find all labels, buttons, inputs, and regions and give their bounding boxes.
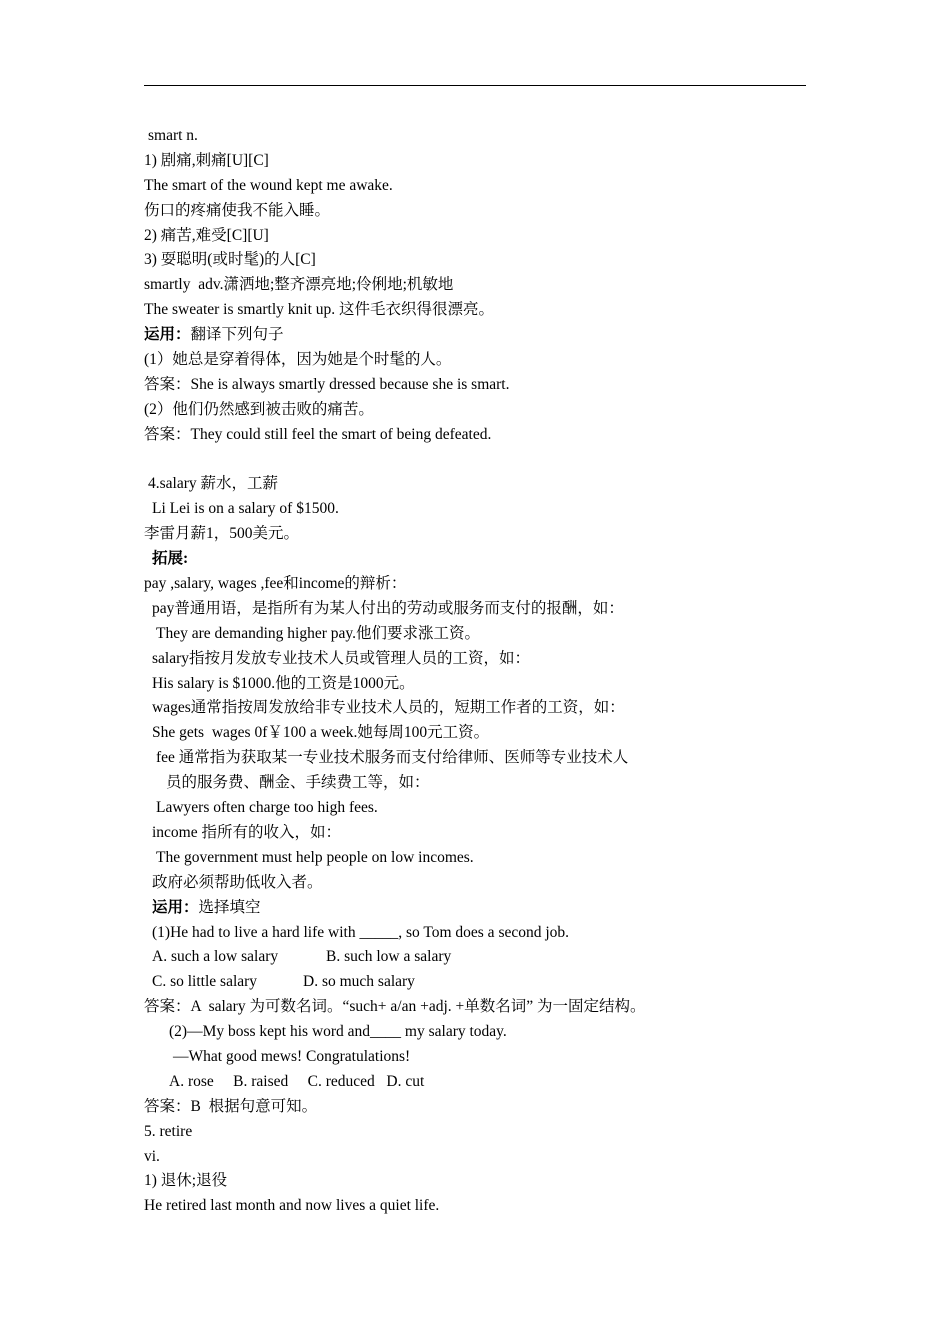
entry-headword-smart: smart n. <box>148 127 198 144</box>
exercise-question: (2)—My boss kept his word and____ my salary today. <box>169 1023 507 1041</box>
example-sentence: The sweater is smartly knit up. 这件毛衣织得很漂亮。 <box>144 301 494 319</box>
example-sentence: The government must help people on low incomes. <box>156 848 474 866</box>
comparison-salary: salary指按月发放专业技术人员或管理人员的工资，如： <box>152 649 531 667</box>
sense-2: 2) 痛苦,难受[C][U] <box>144 226 269 244</box>
example-sentence: He retired last month and now lives a quiet life. <box>144 1197 440 1215</box>
exercise-instruction: 选择填空 <box>198 898 261 916</box>
example-translation: 伤口的疼痛使我不能入睡。 <box>144 201 331 219</box>
option-row: A. rose B. raised C. reduced D. cut <box>169 1072 425 1090</box>
option-b: B. such low a salary <box>326 948 452 966</box>
sense-1: 1) 退休;退役 <box>144 1172 228 1190</box>
example-sentence: They are demanding higher pay.他们要求涨工资。 <box>156 624 480 642</box>
exercise-instruction: 翻译下列句子 <box>190 326 284 344</box>
header-rule <box>144 85 806 86</box>
example-sentence: His salary is $1000.他的工资是1000元。 <box>152 674 415 692</box>
exercise-label: 运用： <box>152 898 199 916</box>
document-body <box>0 124 950 1219</box>
sense-1: 1) 剧痛,刺痛[U][C] <box>144 151 269 169</box>
exercise-label: 运用： <box>144 326 191 344</box>
comparison-pay: pay普通用语，是指所有为某人付出的劳动或服务而支付的报酬，如： <box>152 599 624 617</box>
exercise-question-reply: —What good mews! Congratulations! <box>173 1047 411 1065</box>
exercise-answer: 答案：A salary 为可数名词。“such+ a/an +adj. +单数名词” 为一固定结构。 <box>144 998 646 1016</box>
option-a: A. such a low salary <box>152 948 279 966</box>
option-d: D. so much salary <box>303 973 415 991</box>
entry-headword-salary: 4.salary 薪水，工薪 <box>148 475 279 493</box>
exercise-question: (2）他们仍然感到被击败的痛苦。 <box>144 400 374 418</box>
exercise-answer: 答案：B 根据句意可知。 <box>144 1097 318 1115</box>
example-sentence: Li Lei is on a salary of $1500. <box>152 500 339 518</box>
derived-word-smartly: smartly adv.潇洒地;整齐漂亮地;伶俐地;机敏地 <box>144 276 454 294</box>
option-row <box>0 945 950 970</box>
example-translation: 政府必须帮助低收入者。 <box>152 873 323 891</box>
part-of-speech: vi. <box>144 1147 160 1165</box>
exercise-answer: 答案：She is always smartly dressed because she is smart. <box>144 375 510 393</box>
exercise-heading <box>0 323 950 348</box>
example-sentence: She gets wages 0f￥100 a week.她每周100元工资。 <box>152 724 490 742</box>
exercise-heading <box>0 896 950 921</box>
comparison-fee-continued: 员的服务费、酬金、手续费工等，如： <box>166 774 430 792</box>
blank-line <box>0 448 950 473</box>
comparison-wages: wages通常指按周发放给非专业技术人员的，短期工作者的工资，如： <box>152 699 625 717</box>
option-row <box>0 970 950 995</box>
comparison-fee: fee 通常指为获取某一专业技术服务而支付给律师、医师等专业技术人 <box>156 749 629 767</box>
exercise-question: (1）她总是穿着得体，因为她是个时髦的人。 <box>144 351 452 369</box>
example-sentence: Lawyers often charge too high fees. <box>156 799 378 817</box>
comparison-title: pay ,salary, wages ,fee和income的辩析： <box>144 575 407 593</box>
example-translation: 李雷月薪1，500美元。 <box>144 525 300 543</box>
option-c: C. so little salary <box>152 973 258 991</box>
example-sentence: The smart of the wound kept me awake. <box>144 176 393 194</box>
comparison-income: income 指所有的收入，如： <box>152 823 341 841</box>
exercise-question: (1)He had to live a hard life with _____, so Tom does a second job. <box>152 923 570 941</box>
entry-headword-retire: 5. retire <box>144 1122 193 1140</box>
exercise-answer: 答案：They could still feel the smart of being defeated. <box>144 425 492 443</box>
sense-3: 3) 耍聪明(或时髦)的人[C] <box>144 251 316 269</box>
extension-heading: 拓展: <box>152 550 189 568</box>
